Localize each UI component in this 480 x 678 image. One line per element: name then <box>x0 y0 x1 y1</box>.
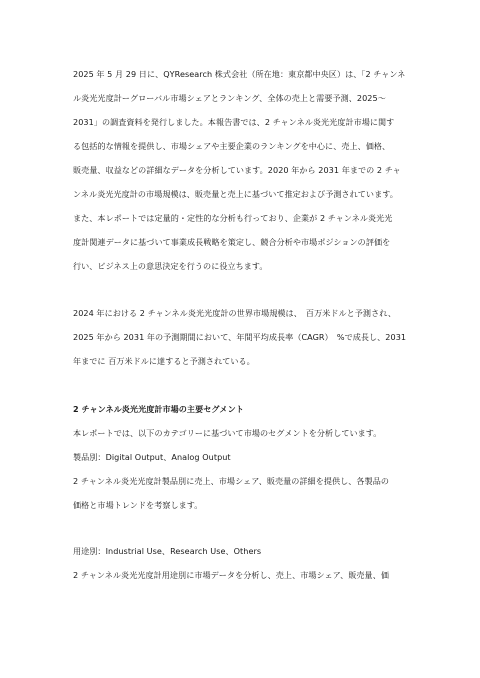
market-line: 2024 年における 2 チャンネル炎光光度計の世界市場規模は、 百万米ドルと予測され、 <box>73 308 396 318</box>
product-segment-line: 価格と市場トレンドを考察します。 <box>73 500 203 510</box>
application-segment-line: 2 チャンネル炎光光度計用途別に市場データを分析し、売上、市場シェア、販売量、価 <box>73 570 389 580</box>
intro-line: また、本レポートでは定量的・定性的な分析も行っており、企業が 2 チャンネル炎光光 <box>73 213 393 223</box>
intro-line: 2031」の調査資料を発行しました。本報告書では、2 チャンネル炎光光度計市場に関す <box>73 117 395 127</box>
application-segment-paragraph <box>73 539 413 587</box>
market-size-paragraph <box>73 301 413 373</box>
segment-paragraph <box>73 421 413 517</box>
paragraph-spacer <box>73 278 413 301</box>
intro-line: る包括的な情報を提供し、市場シェアや主要企業のランキングを中心に、売上、価格、 <box>73 141 391 151</box>
segment-heading: 2 チャンネル炎光光度計市場の主要セグメント <box>73 404 244 414</box>
product-segment-label: 製品別：Digital Output、Analog Output <box>73 452 231 462</box>
intro-line: 2025 年 5 月 29 日に、QYResearch 株式会社（所在地：東京都中央区）は、「2 チャンネ <box>73 69 406 79</box>
segment-intro: 本レポートでは、以下のカテゴリーに基づいて市場のセグメントを分析しています。 <box>73 428 382 438</box>
application-segment-label: 用途別：Industrial Use、Research Use、Others <box>73 546 262 556</box>
intro-line: ル炎光光度計ーグローバル市場シェアとランキング、全体の売上と需要予測、2025〜 <box>73 93 386 103</box>
market-line: 年までに 百万米ドルに達すると予測されている。 <box>73 356 255 366</box>
market-line: 2025 年から 2031 年の予測期間において、年間平均成長率（CAGR） %で成長し、2031 <box>73 332 407 342</box>
intro-line: 行い、ビジネス上の意思決定を行うのに役立ちます。 <box>73 261 268 271</box>
product-segment-line: 2 チャンネル炎光光度計製品別に売上、市場シェア、販売量の詳細を提供し、各製品の <box>73 476 389 486</box>
intro-paragraph <box>73 62 413 278</box>
paragraph-spacer <box>73 373 413 397</box>
intro-line: ンネル炎光光度計の市場規模は、販売量と売上に基づいて推定および予測されています。 <box>73 189 398 199</box>
intro-line: 度計関連データに基づいて事業成長戦略を策定し、競合分析や市場ポジションの評価を <box>73 237 391 247</box>
document-body <box>73 62 413 587</box>
paragraph-spacer <box>73 517 413 539</box>
intro-line: 販売量、収益などの詳細なデータを分析しています。2020 年から 2031 年までの 2 チャ <box>73 165 401 175</box>
